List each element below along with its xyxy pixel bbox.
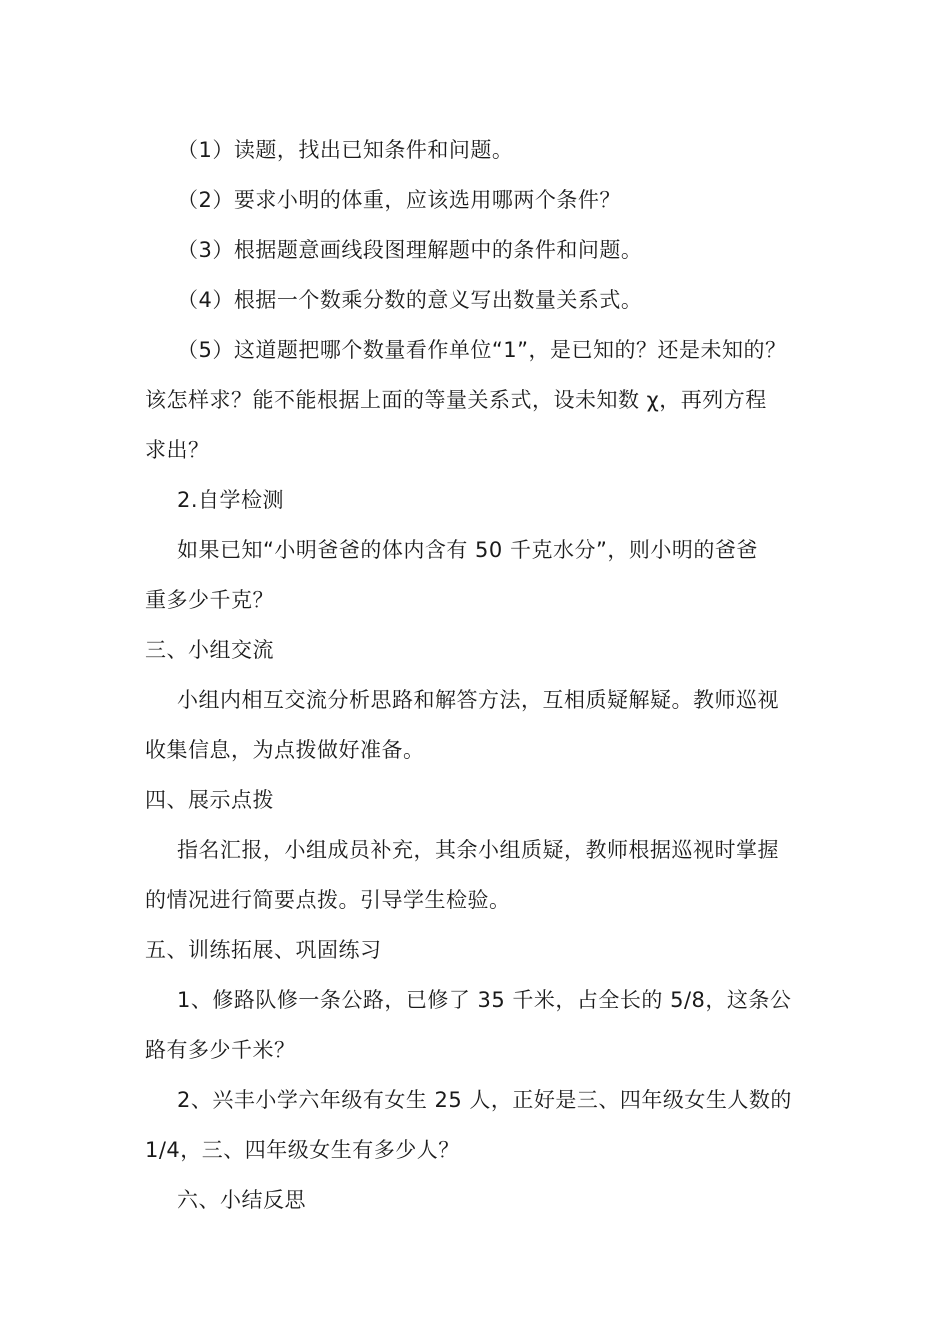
self-check-question: 如果已知“小明爸爸的体内含有 50 千克水分”，则小明的爸爸 — [177, 538, 758, 562]
section-five-heading: 五、训练拓展、巩固练习 — [145, 938, 382, 962]
step-5-end: 求出？ — [145, 438, 210, 462]
group-exchange-text-end: 收集信息，为点拨做好准备。 — [145, 738, 425, 762]
self-study-check-heading: 2.自学检测 — [177, 488, 285, 512]
section-six-heading: 六、小结反思 — [177, 1188, 306, 1212]
step-4-quantity-relation: （4）根据一个数乘分数的意义写出数量关系式。 — [177, 288, 643, 312]
section-four-heading: 四、展示点拨 — [145, 788, 274, 812]
step-2-choose-conditions: （2）要求小明的体重，应该选用哪两个条件？ — [177, 188, 621, 212]
presentation-text-end: 的情况进行简要点拨。引导学生检验。 — [145, 888, 511, 912]
self-check-question-end: 重多少千克？ — [145, 588, 274, 612]
step-5-continued: 该怎样求？能不能根据上面的等量关系式，设未知数 χ，再列方程 — [145, 388, 767, 412]
document-body — [145, 128, 805, 1228]
section-three-heading: 三、小组交流 — [145, 638, 274, 662]
step-3-line-diagram: （3）根据题意画线段图理解题中的条件和问题。 — [177, 238, 643, 262]
group-exchange-text: 小组内相互交流分析思路和解答方法，互相质疑解疑。教师巡视 — [177, 688, 779, 712]
presentation-text: 指名汇报，小组成员补充，其余小组质疑，教师根据巡视时掌握 — [177, 838, 779, 862]
exercise-2-end: 1/4，三、四年级女生有多少人？ — [145, 1138, 460, 1162]
exercise-2: 2、兴丰小学六年级有女生 25 人，正好是三、四年级女生人数的 — [177, 1088, 792, 1112]
exercise-1-end: 路有多少千米？ — [145, 1038, 296, 1062]
step-5-unit-one: （5）这道题把哪个数量看作单位“1”，是已知的？还是未知的？ — [177, 338, 787, 362]
exercise-1: 1、修路队修一条公路，已修了 35 千米，占全长的 5/8，这条公 — [177, 988, 792, 1012]
step-1-read-question: （1）读题，找出已知条件和问题。 — [177, 138, 514, 162]
